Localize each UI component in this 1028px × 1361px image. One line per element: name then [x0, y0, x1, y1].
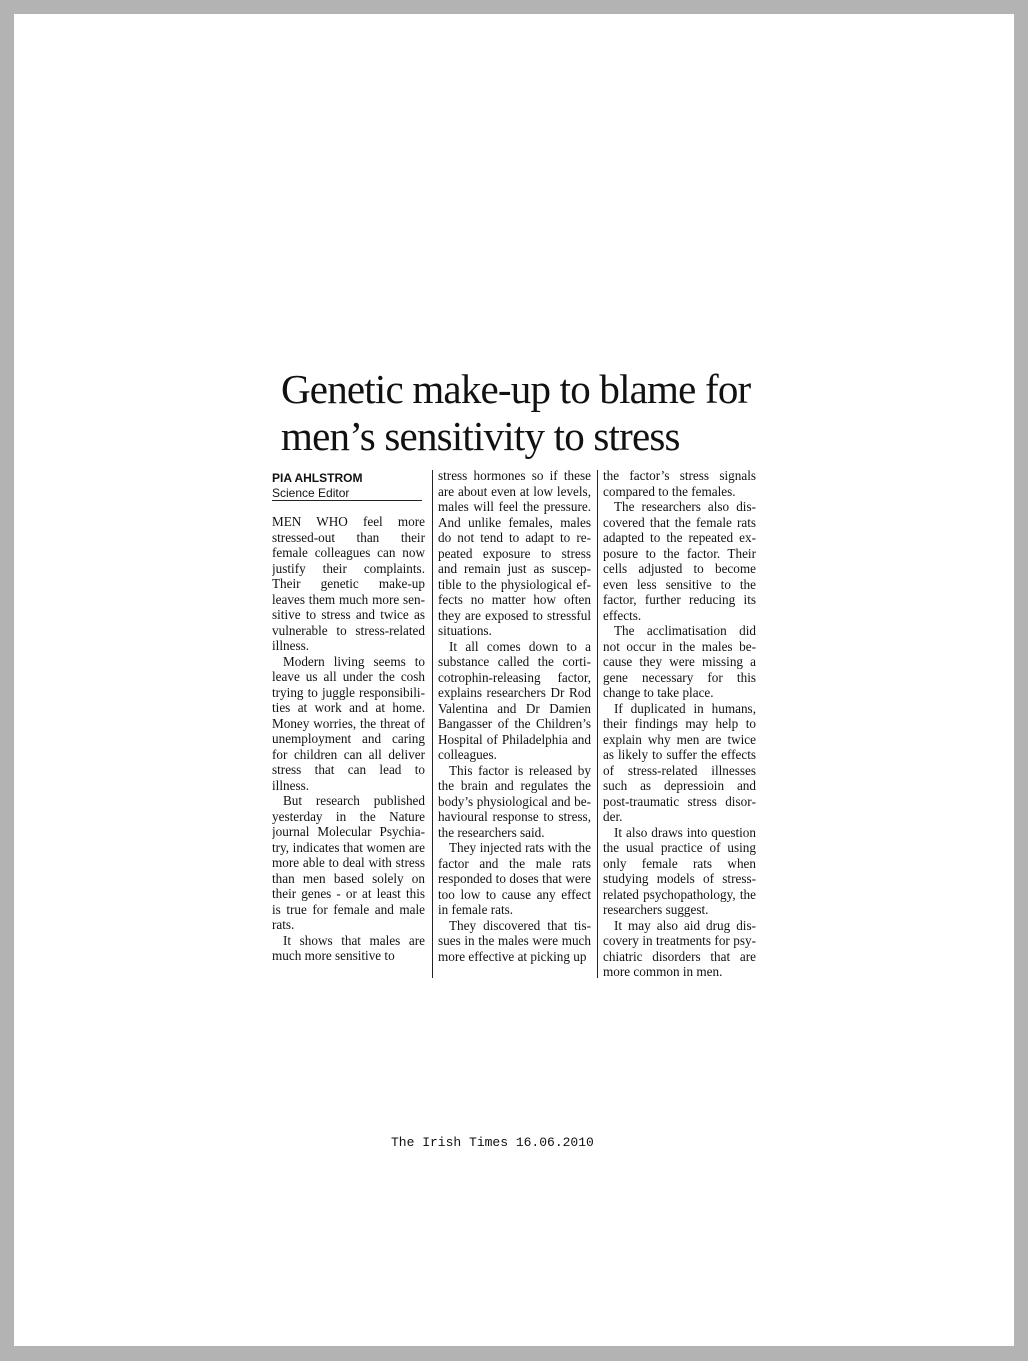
paragraph: MEN WHO feel more stressed-out than their female colleagues can now justify their complaints. Their genetic make-up leaves them much more sensitive to stress and twice as vulnerable to stress-related illness.: [272, 514, 425, 653]
paragraph: This factor is released by the brain and regulates the body’s physiological and behavioural response to stress, the researchers said.: [438, 762, 591, 840]
paragraph: It also draws into question the usual practice of using only female rats when studying models of stress-related psychopathology, the researchers suggest.: [603, 824, 756, 917]
paragraph: It may also aid drug discovery in treatments for psychiatric disorders that are more common in men.: [603, 917, 756, 979]
paragraph: They discovered that tissues in the males were much more effective at picking up: [438, 917, 591, 964]
paragraph: Modern living seems to leave us all under the cosh trying to juggle responsibilities at work and at home. Money worries, the threat of unemployment and caring for children can all deliver stress that can lead to illness.: [272, 653, 425, 793]
article-column-3: [603, 468, 756, 980]
article-column-1: [272, 514, 425, 966]
paragraph: They injected rats with the factor and the male rats responded to doses that were too low to cause any effect in female rats.: [438, 840, 591, 917]
paragraph: But research published yesterday in the Nature journal Molecular Psychiatry, indicates that women are more able to deal with stress than men based solely on their genes - or at least this is true for female and male rats.: [272, 793, 425, 932]
paragraph: If duplicated in humans, their findings may help to explain why men are twice as likely to suffer the effects of stress-related illnesses such as depressioin and post-traumatic stress disorder.: [603, 700, 756, 824]
paragraph: It all comes down to a substance called the corticotrophin-releasing factor, explains researchers Dr Rod Valentina and Dr Damien Bangasser of the Children’s Hospital of Philadelphia and colleagues.: [438, 638, 591, 762]
byline-title: Science Editor: [272, 486, 350, 500]
paragraph: the factor’s stress signals compared to the females.: [603, 468, 756, 499]
headline-line-2: men’s sensitivity to stress: [281, 413, 680, 459]
paragraph: The researchers also discovered that the female rats adapted to the repeated exposure to the factor. Their cells adjusted to become even less sensitive to the factor, further reducing its effects.: [603, 499, 756, 623]
column-divider: [432, 470, 433, 978]
byline-divider: [272, 500, 422, 501]
paragraph: It shows that males are much more sensitive to: [272, 932, 425, 963]
headline-line-1: Genetic make-up to blame for: [281, 366, 751, 412]
column-divider: [597, 470, 598, 978]
paragraph: The acclimatisation did not occur in the males because they were missing a gene necessary for this change to take place.: [603, 623, 756, 700]
source-caption: The Irish Times 16.06.2010: [391, 1135, 594, 1150]
headline: [281, 366, 781, 460]
paragraph: stress hormones so if these are about even at low levels, males will feel the pressure. And unlike females, males do not tend to adapt to repeated exposure to stress and remain just as susceptible to the physiological effects no matter how often they are exposed to stressful situations.: [438, 468, 591, 638]
byline-author: PIA AHLSTROM: [272, 471, 363, 485]
article-column-2: [438, 468, 591, 964]
